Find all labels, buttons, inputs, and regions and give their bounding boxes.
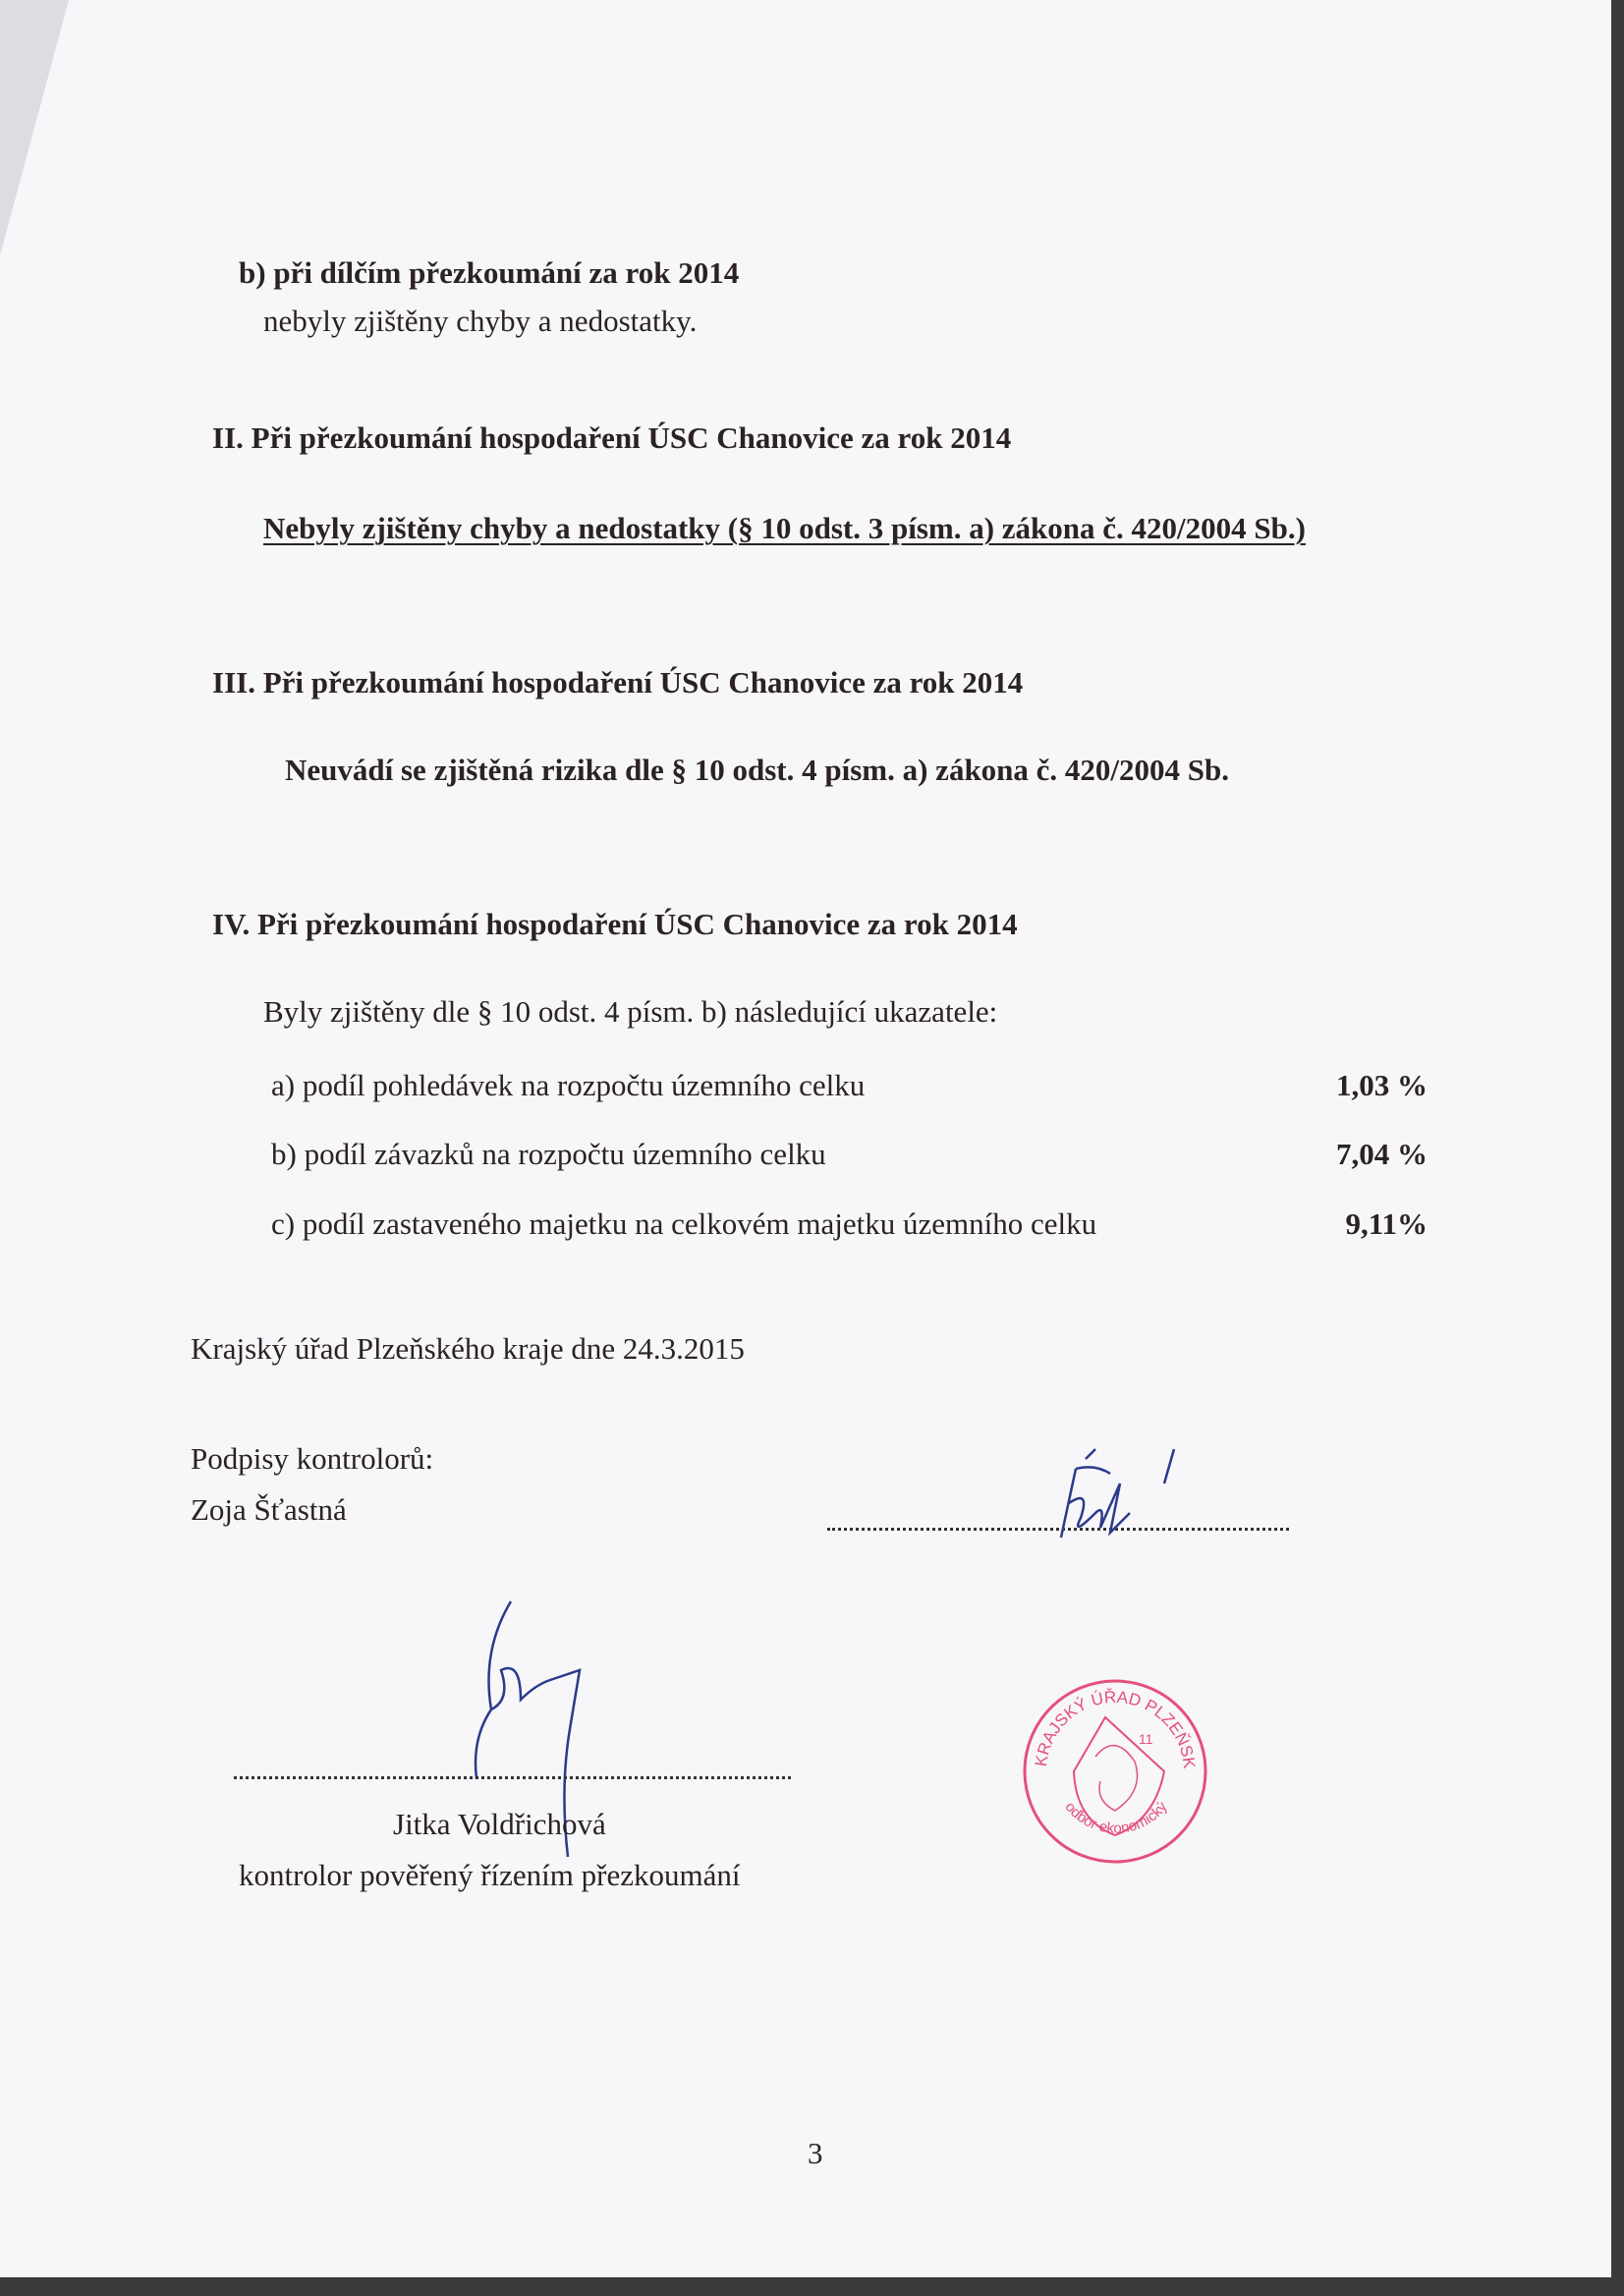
section-b-text: nebyly zjištěny chyby a nedostatky.: [263, 304, 698, 338]
indicator-value: 1,03 %: [1336, 1068, 1428, 1102]
section-iii-text: Neuvádí se zjištěná rizika dle § 10 odst. 4 písm. a) zákona č. 420/2004 Sb.: [285, 753, 1230, 787]
signature-line: [234, 1776, 791, 1779]
indicator-label: a) podíl pohledávek na rozpočtu územního celku: [271, 1068, 866, 1102]
place-date: Krajský úřad Plzeňského kraje dne 24.3.2015: [191, 1331, 745, 1366]
controller2-name: Jitka Voldřichová: [393, 1807, 606, 1841]
svg-text:11: 11: [1139, 1731, 1153, 1747]
section-iii-heading: III. Při přezkoumání hospodaření ÚSC Chanovice za rok 2014: [212, 665, 1024, 700]
section-b-heading: b) při dílčím přezkoumání za rok 2014: [239, 255, 740, 290]
indicator-value: 7,04 %: [1336, 1137, 1428, 1171]
signatures-label: Podpisy kontrolorů:: [191, 1441, 434, 1476]
section-iv-intro: Byly zjištěny dle § 10 odst. 4 písm. b) následující ukazatele:: [263, 994, 998, 1029]
page-number: 3: [808, 2136, 823, 2170]
signature-zoja: [1002, 1444, 1199, 1552]
official-stamp: [1010, 1658, 1213, 1870]
section-ii-heading: II. Při přezkoumání hospodaření ÚSC Chanovice za rok 2014: [212, 420, 1012, 455]
section-iv-heading: IV. Při přezkoumání hospodaření ÚSC Chanovice za rok 2014: [212, 907, 1018, 941]
svg-text:KRAJSKÝ ÚŘAD PLZEŇSKÉHO KRAJE: KRAJSKÝ ÚŘAD PLZEŇSKÉHO KRAJE: [1010, 1658, 1200, 1770]
controller2-role: kontrolor pověřený řízením přezkoumání: [239, 1858, 741, 1892]
indicator-label: b) podíl závazků na rozpočtu územního celku: [271, 1137, 826, 1171]
indicator-value: 9,11%: [1345, 1206, 1428, 1241]
page-fold-shadow: [0, 0, 69, 255]
section-ii-text: Nebyly zjištěny chyby a nedostatky (§ 10 odst. 3 písm. a) zákona č. 420/2004 Sb.): [263, 511, 1306, 545]
svg-text:odbor ekonomický: odbor ekonomický: [1061, 1798, 1171, 1837]
controller1-name: Zoja Šťastná: [191, 1492, 347, 1527]
indicator-label: c) podíl zastaveného majetku na celkovém majetku územního celku: [271, 1206, 1097, 1241]
